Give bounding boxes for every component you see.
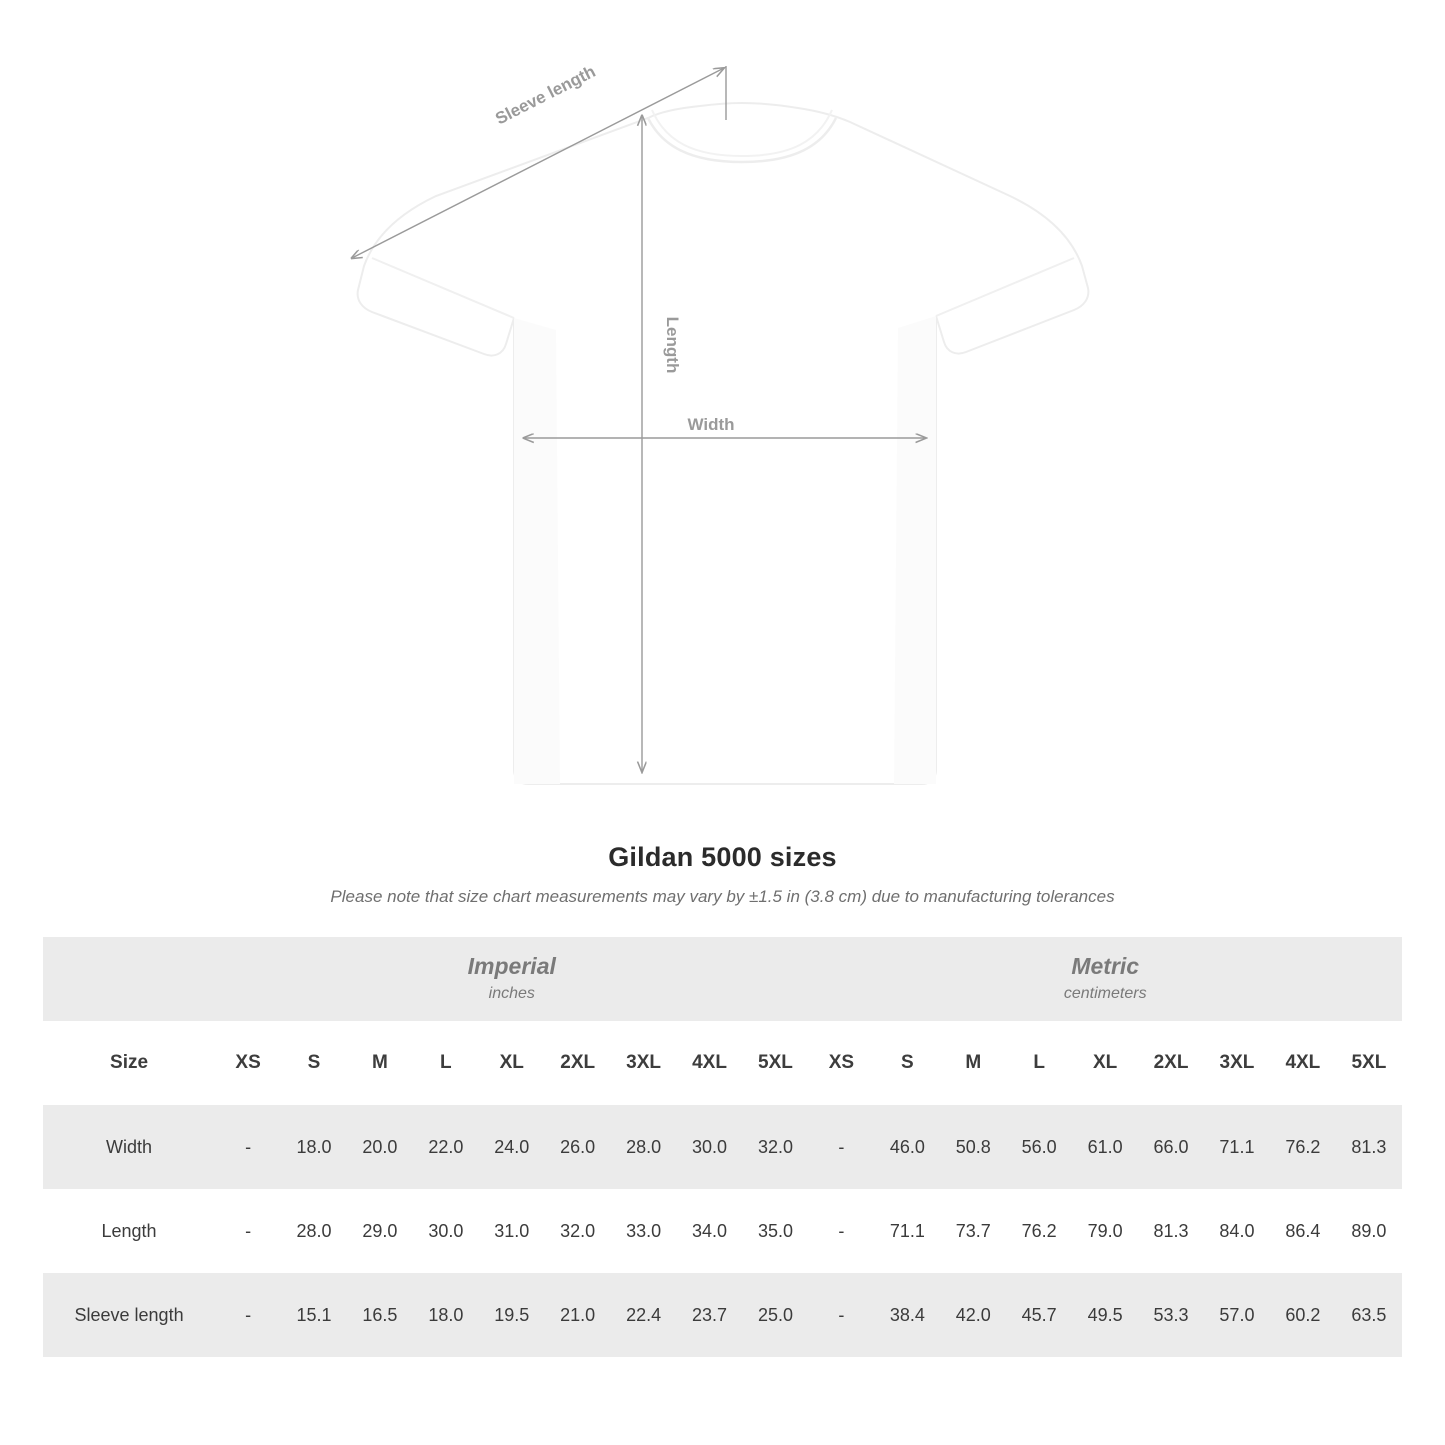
- size-header-imperial-m: M: [347, 1021, 413, 1105]
- unit-group-imperial-sub: inches: [488, 984, 535, 1002]
- cell-width-metric-xl: 61.0: [1072, 1105, 1138, 1189]
- cell-sleeve-imperial-xs: -: [215, 1273, 281, 1357]
- table-row: [43, 1189, 1402, 1273]
- cell-length-imperial-3xl: 33.0: [611, 1189, 677, 1273]
- size-header-metric-xs: XS: [808, 1021, 874, 1105]
- size-header-metric-4xl: 4XL: [1270, 1021, 1336, 1105]
- cell-sleeve-imperial-xl: 19.5: [479, 1273, 545, 1357]
- chart-note: Please note that size chart measurements may vary by ±1.5 in (3.8 cm) due to manufacturing tolerances: [330, 887, 1115, 906]
- row-label-width: Width: [43, 1105, 215, 1189]
- row-label-length: Length: [43, 1189, 215, 1273]
- cell-width-imperial-xs: -: [215, 1105, 281, 1189]
- cell-length-metric-xs: -: [808, 1189, 874, 1273]
- table-row: [43, 1273, 1402, 1357]
- cell-length-imperial-m: 29.0: [347, 1189, 413, 1273]
- tshirt-shape: [358, 103, 1089, 784]
- cell-length-metric-4xl: 86.4: [1270, 1189, 1336, 1273]
- cell-sleeve-metric-4xl: 60.2: [1270, 1273, 1336, 1357]
- unit-group-metric: [808, 937, 1402, 1021]
- size-header-row: [43, 1021, 1402, 1105]
- unit-group-imperial: [215, 937, 808, 1021]
- cell-width-imperial-3xl: 28.0: [611, 1105, 677, 1189]
- cell-sleeve-imperial-l: 18.0: [413, 1273, 479, 1357]
- cell-length-imperial-4xl: 34.0: [677, 1189, 743, 1273]
- size-header-imperial-s: S: [281, 1021, 347, 1105]
- cell-width-metric-2xl: 66.0: [1138, 1105, 1204, 1189]
- cell-length-metric-l: 76.2: [1006, 1189, 1072, 1273]
- size-header-imperial-2xl: 2XL: [545, 1021, 611, 1105]
- size-header-imperial-xl: XL: [479, 1021, 545, 1105]
- cell-width-metric-l: 56.0: [1006, 1105, 1072, 1189]
- cell-sleeve-metric-5xl: 63.5: [1336, 1273, 1402, 1357]
- cell-width-imperial-4xl: 30.0: [677, 1105, 743, 1189]
- cell-sleeve-imperial-4xl: 23.7: [677, 1273, 743, 1357]
- cell-sleeve-imperial-5xl: 25.0: [742, 1273, 808, 1357]
- cell-width-metric-m: 50.8: [940, 1105, 1006, 1189]
- cell-length-imperial-xs: -: [215, 1189, 281, 1273]
- size-header-metric-xl: XL: [1072, 1021, 1138, 1105]
- size-header-metric-5xl: 5XL: [1336, 1021, 1402, 1105]
- width-label: Width: [687, 415, 735, 434]
- cell-length-metric-2xl: 81.3: [1138, 1189, 1204, 1273]
- unit-group-imperial-name: Imperial: [467, 952, 556, 979]
- size-header-imperial-xs: XS: [215, 1021, 281, 1105]
- cell-width-metric-3xl: 71.1: [1204, 1105, 1270, 1189]
- cell-sleeve-metric-2xl: 53.3: [1138, 1273, 1204, 1357]
- cell-width-imperial-m: 20.0: [347, 1105, 413, 1189]
- cell-length-metric-3xl: 84.0: [1204, 1189, 1270, 1273]
- size-header-metric-2xl: 2XL: [1138, 1021, 1204, 1105]
- chart-title: Gildan 5000 sizes: [608, 842, 837, 872]
- cell-width-imperial-5xl: 32.0: [742, 1105, 808, 1189]
- length-label: Length: [663, 316, 682, 374]
- cell-length-metric-m: 73.7: [940, 1189, 1006, 1273]
- cell-length-imperial-s: 28.0: [281, 1189, 347, 1273]
- cell-sleeve-imperial-s: 15.1: [281, 1273, 347, 1357]
- cell-width-metric-5xl: 81.3: [1336, 1105, 1402, 1189]
- size-header-imperial-l: L: [413, 1021, 479, 1105]
- cell-width-metric-xs: -: [808, 1105, 874, 1189]
- cell-sleeve-metric-l: 45.7: [1006, 1273, 1072, 1357]
- cell-width-imperial-l: 22.0: [413, 1105, 479, 1189]
- unit-group-metric-name: Metric: [1071, 952, 1140, 979]
- cell-width-imperial-xl: 24.0: [479, 1105, 545, 1189]
- size-header-imperial-5xl: 5XL: [742, 1021, 808, 1105]
- cell-sleeve-metric-xl: 49.5: [1072, 1273, 1138, 1357]
- cell-width-metric-4xl: 76.2: [1270, 1105, 1336, 1189]
- size-header-label: Size: [43, 1021, 215, 1105]
- size-header-metric-3xl: 3XL: [1204, 1021, 1270, 1105]
- cell-sleeve-imperial-2xl: 21.0: [545, 1273, 611, 1357]
- table-row: [43, 1105, 1402, 1189]
- unit-group-metric-sub: centimeters: [1063, 984, 1147, 1002]
- size-table: [43, 937, 1402, 1357]
- size-table-wrapper: [43, 937, 1402, 1357]
- cell-sleeve-metric-s: 38.4: [874, 1273, 940, 1357]
- size-header-metric-m: M: [940, 1021, 1006, 1105]
- sleeve-length-label: Sleeve length: [492, 61, 599, 129]
- cell-sleeve-metric-m: 42.0: [940, 1273, 1006, 1357]
- row-label-sleeve-length: Sleeve length: [43, 1273, 215, 1357]
- cell-length-imperial-xl: 31.0: [479, 1189, 545, 1273]
- cell-length-metric-s: 71.1: [874, 1189, 940, 1273]
- unit-group-row: [43, 937, 1402, 1021]
- size-header-metric-s: S: [874, 1021, 940, 1105]
- size-header-metric-l: L: [1006, 1021, 1072, 1105]
- cell-sleeve-imperial-m: 16.5: [347, 1273, 413, 1357]
- cell-length-metric-5xl: 89.0: [1336, 1189, 1402, 1273]
- cell-sleeve-metric-xs: -: [808, 1273, 874, 1357]
- cell-width-metric-s: 46.0: [874, 1105, 940, 1189]
- unit-group-spacer: [43, 937, 215, 1021]
- cell-length-imperial-2xl: 32.0: [545, 1189, 611, 1273]
- cell-length-imperial-l: 30.0: [413, 1189, 479, 1273]
- cell-width-imperial-s: 18.0: [281, 1105, 347, 1189]
- cell-sleeve-imperial-3xl: 22.4: [611, 1273, 677, 1357]
- size-header-imperial-3xl: 3XL: [611, 1021, 677, 1105]
- cell-sleeve-metric-3xl: 57.0: [1204, 1273, 1270, 1357]
- cell-length-metric-xl: 79.0: [1072, 1189, 1138, 1273]
- cell-length-imperial-5xl: 35.0: [742, 1189, 808, 1273]
- size-header-imperial-4xl: 4XL: [677, 1021, 743, 1105]
- cell-width-imperial-2xl: 26.0: [545, 1105, 611, 1189]
